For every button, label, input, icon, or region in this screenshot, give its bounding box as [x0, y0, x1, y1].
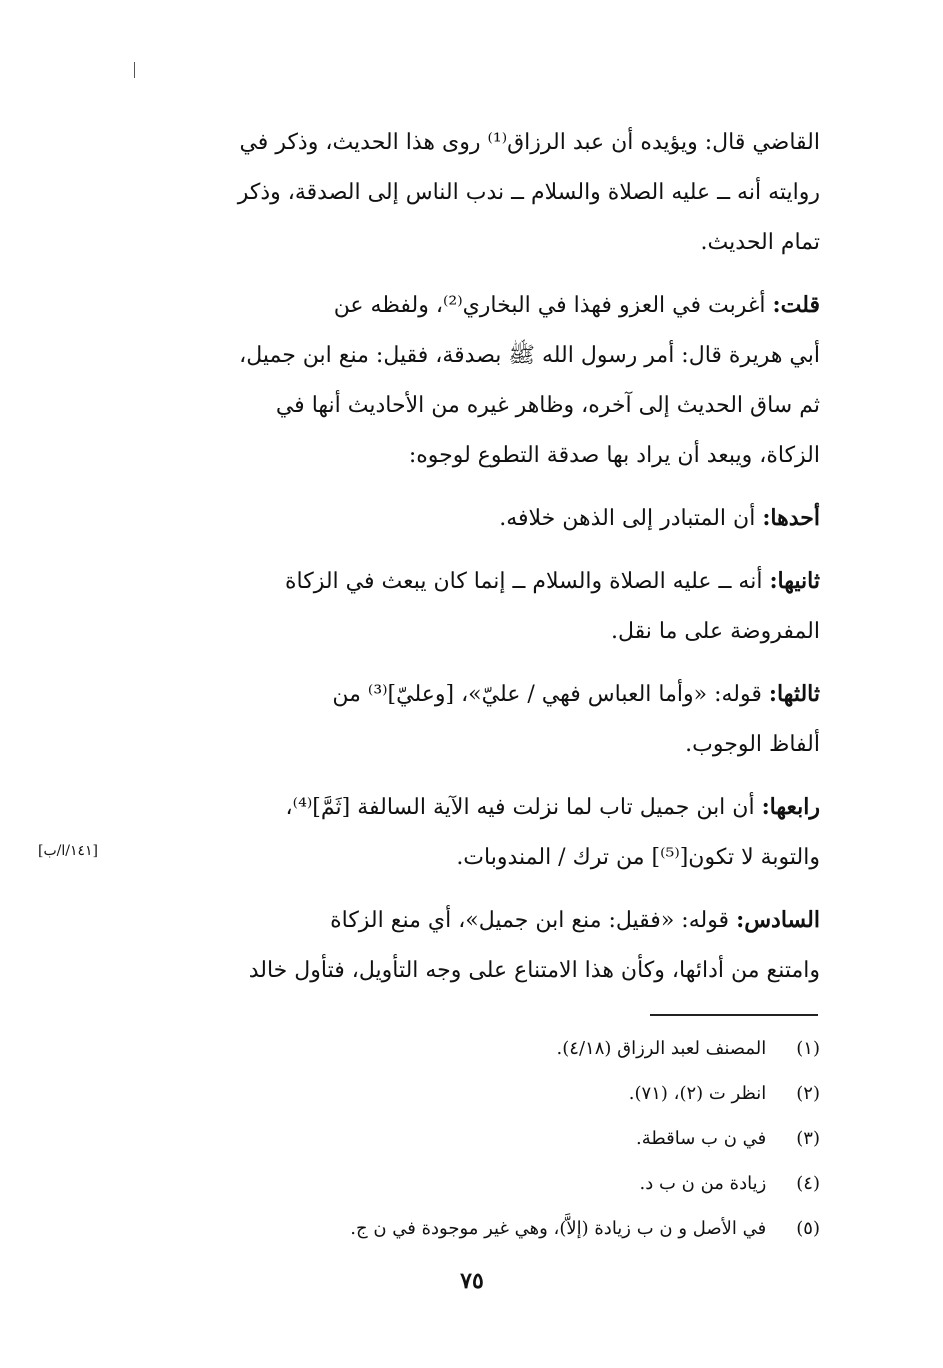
main-text [150, 118, 820, 1008]
scan-mark [134, 62, 135, 78]
text-span: أن ابن جميل تاب لما نزلت فيه الآية السالفة [ثَمَّ]⁽⁴⁾، [285, 795, 755, 820]
text-span: قوله: «فقيل: منع ابن جميل»، أي منع الزكاة [330, 908, 730, 933]
manuscript-folio-note: [١٤١/ا/ب] [38, 843, 98, 859]
footnote-text: في الأصل و ن ب زيادة (إلاَّ)، وهي غير موجودة في ن ج. [350, 1218, 767, 1239]
text-line: وامتنع من أدائها، وكأن هذا الامتناع على وجه التأويل، فتأول خالد [248, 958, 820, 983]
footnote-divider [650, 1014, 818, 1016]
text-line: الزكاة، ويبعد أن يراد بها صدقة التطوع لوجوه: [408, 443, 820, 468]
footnote-number: (٢) [796, 1083, 820, 1104]
page-number: ٧٥ [460, 1268, 484, 1294]
paragraph-lead: ثانيها: [769, 568, 820, 594]
footnote-item [150, 1116, 820, 1161]
footnotes [150, 1026, 820, 1251]
text-line: أبي هريرة قال: أمر رسول الله ﷺ بصدقة، فقيل: منع ابن جميل، [239, 343, 820, 368]
text-line: روايته أنه ــ عليه الصلاة والسلام ــ ندب الناس إلى الصدقة، وذكر [237, 180, 820, 205]
paragraph-5 [150, 669, 820, 770]
paragraph-3 [150, 493, 820, 544]
footnote-number: (٥) [796, 1218, 820, 1239]
footnote-text: زيادة من ن ب د. [639, 1173, 767, 1194]
footnote-item [150, 1071, 820, 1116]
text-line: المفروضة على ما نقل. [610, 619, 820, 644]
footnote-text: في ن ب ساقطة. [636, 1128, 767, 1149]
paragraph-lead: أحدها: [762, 505, 820, 531]
paragraph-lead: السادس: [736, 907, 820, 933]
text-span: أنه ــ عليه الصلاة والسلام ــ إنما كان يبعث في الزكاة [285, 569, 763, 594]
paragraph-2 [150, 280, 820, 481]
text-line [150, 895, 820, 946]
text-line [150, 556, 820, 607]
paragraph-lead: رابعها: [761, 794, 820, 820]
paragraph-lead: ثالثها: [768, 681, 820, 707]
text-line: تمام الحديث. [700, 230, 820, 255]
footnote-number: (١) [796, 1038, 820, 1059]
footnote-number: (٣) [796, 1128, 820, 1149]
text-line [150, 493, 820, 544]
footnote-text: انظر ت (٢)، (٧١). [628, 1083, 767, 1104]
text-line [150, 280, 820, 331]
text-span: أن المتبادر إلى الذهن خلافه. [499, 506, 756, 531]
paragraph-1 [150, 118, 820, 268]
text-span: قوله: «وأما العباس فهي / عليّ»، [وعليّ]⁽³⁾ من [332, 682, 762, 707]
text-line: ألفاظ الوجوب. [685, 732, 820, 757]
paragraph-6 [150, 782, 820, 883]
text-line: القاضي قال: ويؤيده أن عبد الرزاق⁽¹⁾ روى هذا الحديث، وذكر في [239, 130, 820, 155]
text-line [150, 782, 820, 833]
paragraph-7 [150, 895, 820, 996]
paragraph-4 [150, 556, 820, 657]
text-line [150, 669, 820, 720]
text-line: والتوبة لا تكون[⁽⁵⁾] من ترك / المندوبات. [456, 845, 820, 870]
text-line: ثم ساق الحديث إلى آخره، وظاهر غيره من الأحاديث أنها في [275, 393, 820, 418]
paragraph-lead: قلت: [772, 292, 820, 318]
footnote-item [150, 1161, 820, 1206]
text-span: أغربت في العزو فهذا في البخاري⁽²⁾، ولفظه عن [333, 293, 766, 318]
footnote-number: (٤) [796, 1173, 820, 1194]
footnote-item [150, 1026, 820, 1071]
footnote-text: المصنف لعبد الرزاق (٤/١٨). [556, 1038, 767, 1059]
footnote-item [150, 1206, 820, 1251]
